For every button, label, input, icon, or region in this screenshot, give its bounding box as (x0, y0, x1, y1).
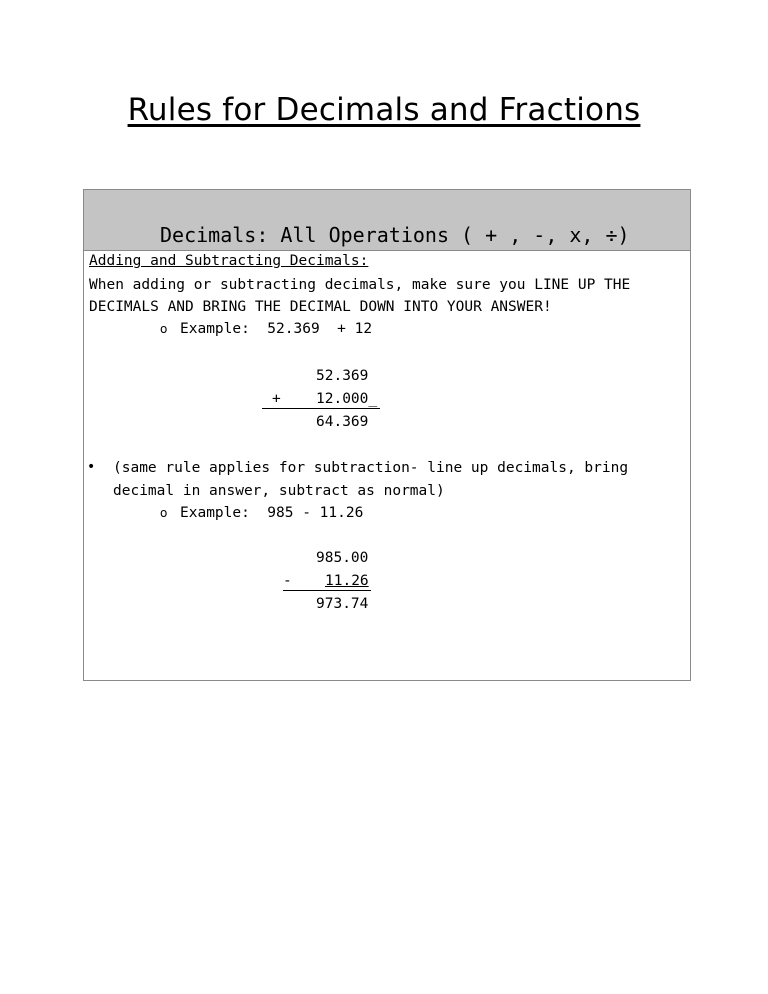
example-1-bottom: 12.000_ (316, 391, 378, 407)
example-2-bottom: 11.26 (325, 573, 369, 589)
page-title: Rules for Decimals and Fractions (127, 92, 641, 128)
box-header-title: Decimals: All Operations ( + , -, x, ÷) (160, 223, 630, 247)
example-1-marker: o (160, 322, 168, 336)
bullet-icon: • (87, 459, 96, 475)
example-1-result: 64.369 (316, 414, 369, 430)
example-2-top: 985.00 (316, 550, 369, 566)
example-1-sum-line (262, 408, 380, 409)
example-2-operator: - (283, 573, 292, 589)
box-header (84, 190, 690, 251)
example-1-label: Example: 52.369 + 12 (180, 321, 373, 337)
intro-line-1: When adding or subtracting decimals, make sure you LINE UP THE (89, 277, 631, 293)
example-2-label: Example: 985 - 11.26 (180, 505, 364, 521)
bullet-line-1: (same rule applies for subtraction- line up decimals, bring (113, 460, 629, 476)
example-2-result: 973.74 (316, 596, 369, 612)
example-1-top: 52.369 (316, 368, 369, 384)
subheading: Adding and Subtracting Decimals: (89, 253, 369, 269)
intro-line-2: DECIMALS AND BRING THE DECIMAL DOWN INTO YOUR ANSWER! (89, 299, 552, 315)
example-1-operator: + (272, 391, 281, 407)
bullet-line-2: decimal in answer, subtract as normal) (113, 483, 445, 499)
example-2-difference-line (283, 590, 371, 591)
example-2-marker: o (160, 506, 168, 520)
